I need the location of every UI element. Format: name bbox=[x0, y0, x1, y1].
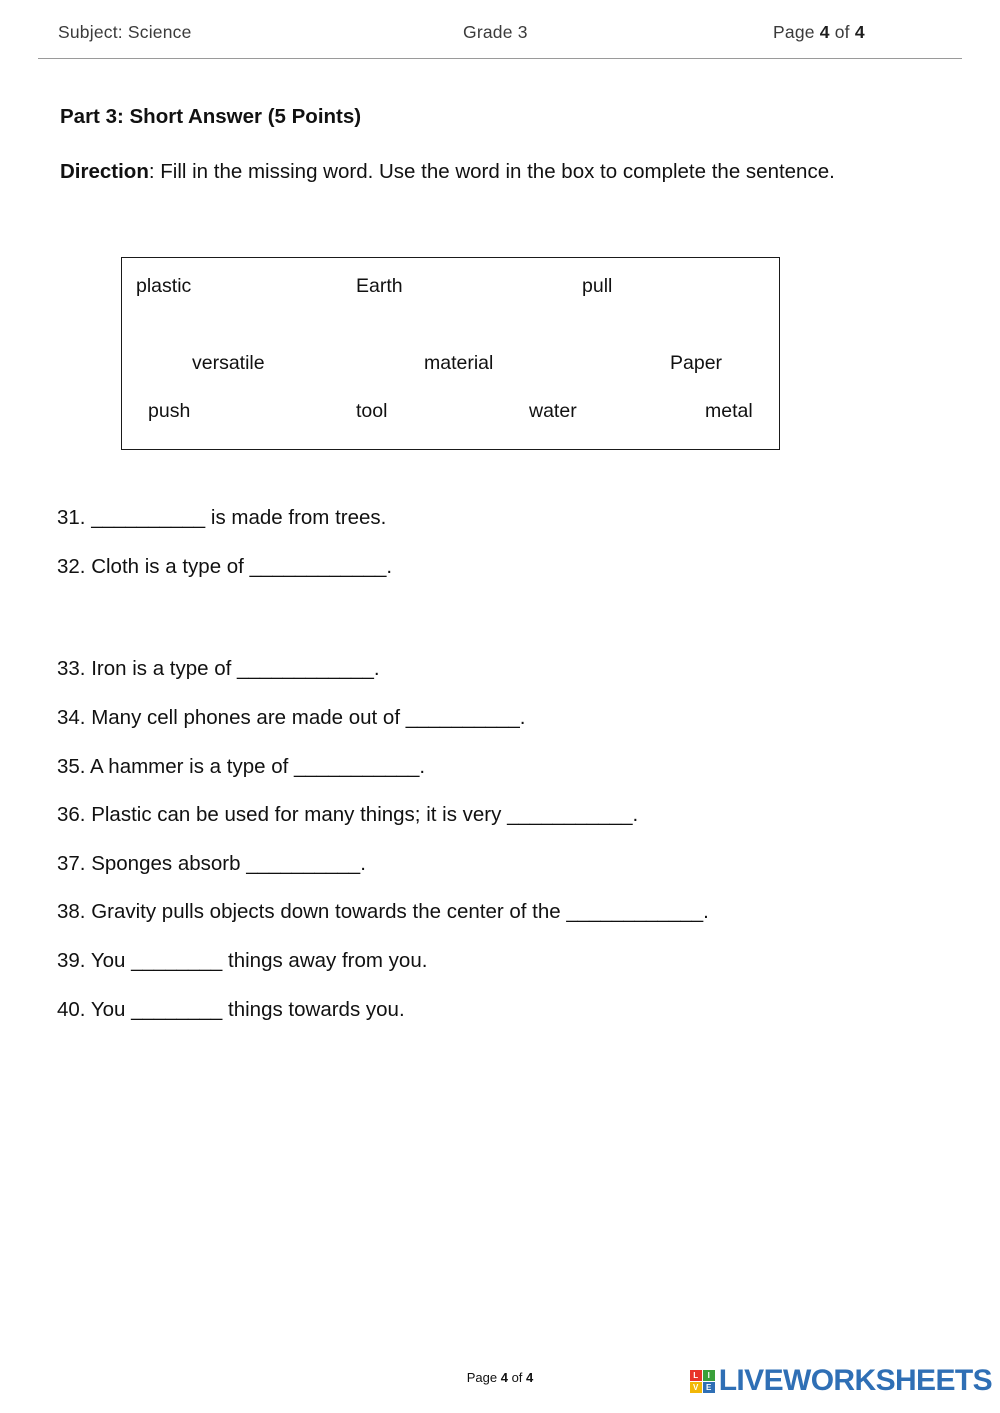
question-item-38[interactable]: 38. Gravity pulls objects down towards the center of the ____________. bbox=[57, 900, 709, 924]
header-page-prefix: Page bbox=[773, 22, 820, 42]
badge-letter-v: V bbox=[690, 1382, 702, 1393]
footer-page-of: of bbox=[507, 1370, 527, 1385]
header-page-of: of bbox=[829, 22, 855, 42]
badge-letter-e: E bbox=[703, 1382, 715, 1393]
badge-letter-i: I bbox=[703, 1370, 715, 1381]
badge-letter-l: L bbox=[690, 1370, 702, 1381]
header-grade: Grade 3 bbox=[463, 22, 528, 42]
direction-text: : Fill in the missing word. Use the word in the box to complete the sentence. bbox=[148, 160, 835, 183]
word-bank-item: tool bbox=[356, 400, 388, 422]
footer-page-total: 4 bbox=[526, 1370, 534, 1385]
question-item-35[interactable]: 35. A hammer is a type of ___________. bbox=[57, 754, 426, 778]
footer-page-prefix: Page bbox=[466, 1370, 501, 1385]
question-item-37[interactable]: 37. Sponges absorb __________. bbox=[57, 851, 366, 875]
part-title: Part 3: Short Answer (5 Points) bbox=[60, 105, 362, 128]
word-bank-item: Paper bbox=[670, 352, 723, 374]
word-bank-item: Earth bbox=[356, 275, 403, 297]
question-item-36[interactable]: 36. Plastic can be used for many things; it is very ___________. bbox=[57, 803, 639, 827]
question-item-34[interactable]: 34. Many cell phones are made out of __________. bbox=[57, 705, 526, 729]
word-bank-item: metal bbox=[705, 400, 753, 422]
header-page-current: 4 bbox=[819, 22, 830, 42]
page-header bbox=[38, 22, 962, 59]
word-bank-item: pull bbox=[582, 275, 613, 297]
question-item-31[interactable]: 31. __________ is made from trees. bbox=[57, 506, 387, 529]
liveworksheets-badge-icon bbox=[690, 1370, 715, 1393]
word-bank-item: material bbox=[424, 352, 494, 374]
footer-page-current: 4 bbox=[500, 1370, 508, 1385]
question-item-40[interactable]: 40. You ________ things towards you. bbox=[57, 997, 405, 1021]
header-page-total: 4 bbox=[854, 22, 865, 42]
direction-paragraph bbox=[60, 157, 920, 187]
question-item-32[interactable]: 32. Cloth is a type of ____________. bbox=[57, 554, 393, 578]
header-page-indicator bbox=[648, 22, 962, 43]
word-bank-item: push bbox=[148, 400, 191, 422]
word-bank-item: plastic bbox=[136, 275, 192, 297]
liveworksheets-wordmark: LIVEWORKSHEETS bbox=[718, 1364, 992, 1397]
word-bank-box bbox=[121, 257, 780, 450]
question-item-33[interactable]: 33. Iron is a type of ____________. bbox=[57, 657, 380, 681]
direction-label: Direction bbox=[60, 160, 149, 183]
header-subject: Subject: Science bbox=[58, 22, 192, 42]
word-bank-item: versatile bbox=[192, 352, 265, 374]
content-area bbox=[60, 105, 940, 213]
liveworksheets-logo[interactable] bbox=[690, 1361, 992, 1401]
question-item-39[interactable]: 39. You ________ things away from you. bbox=[57, 949, 428, 973]
question-list bbox=[57, 505, 957, 1045]
word-bank-item: water bbox=[529, 400, 577, 422]
